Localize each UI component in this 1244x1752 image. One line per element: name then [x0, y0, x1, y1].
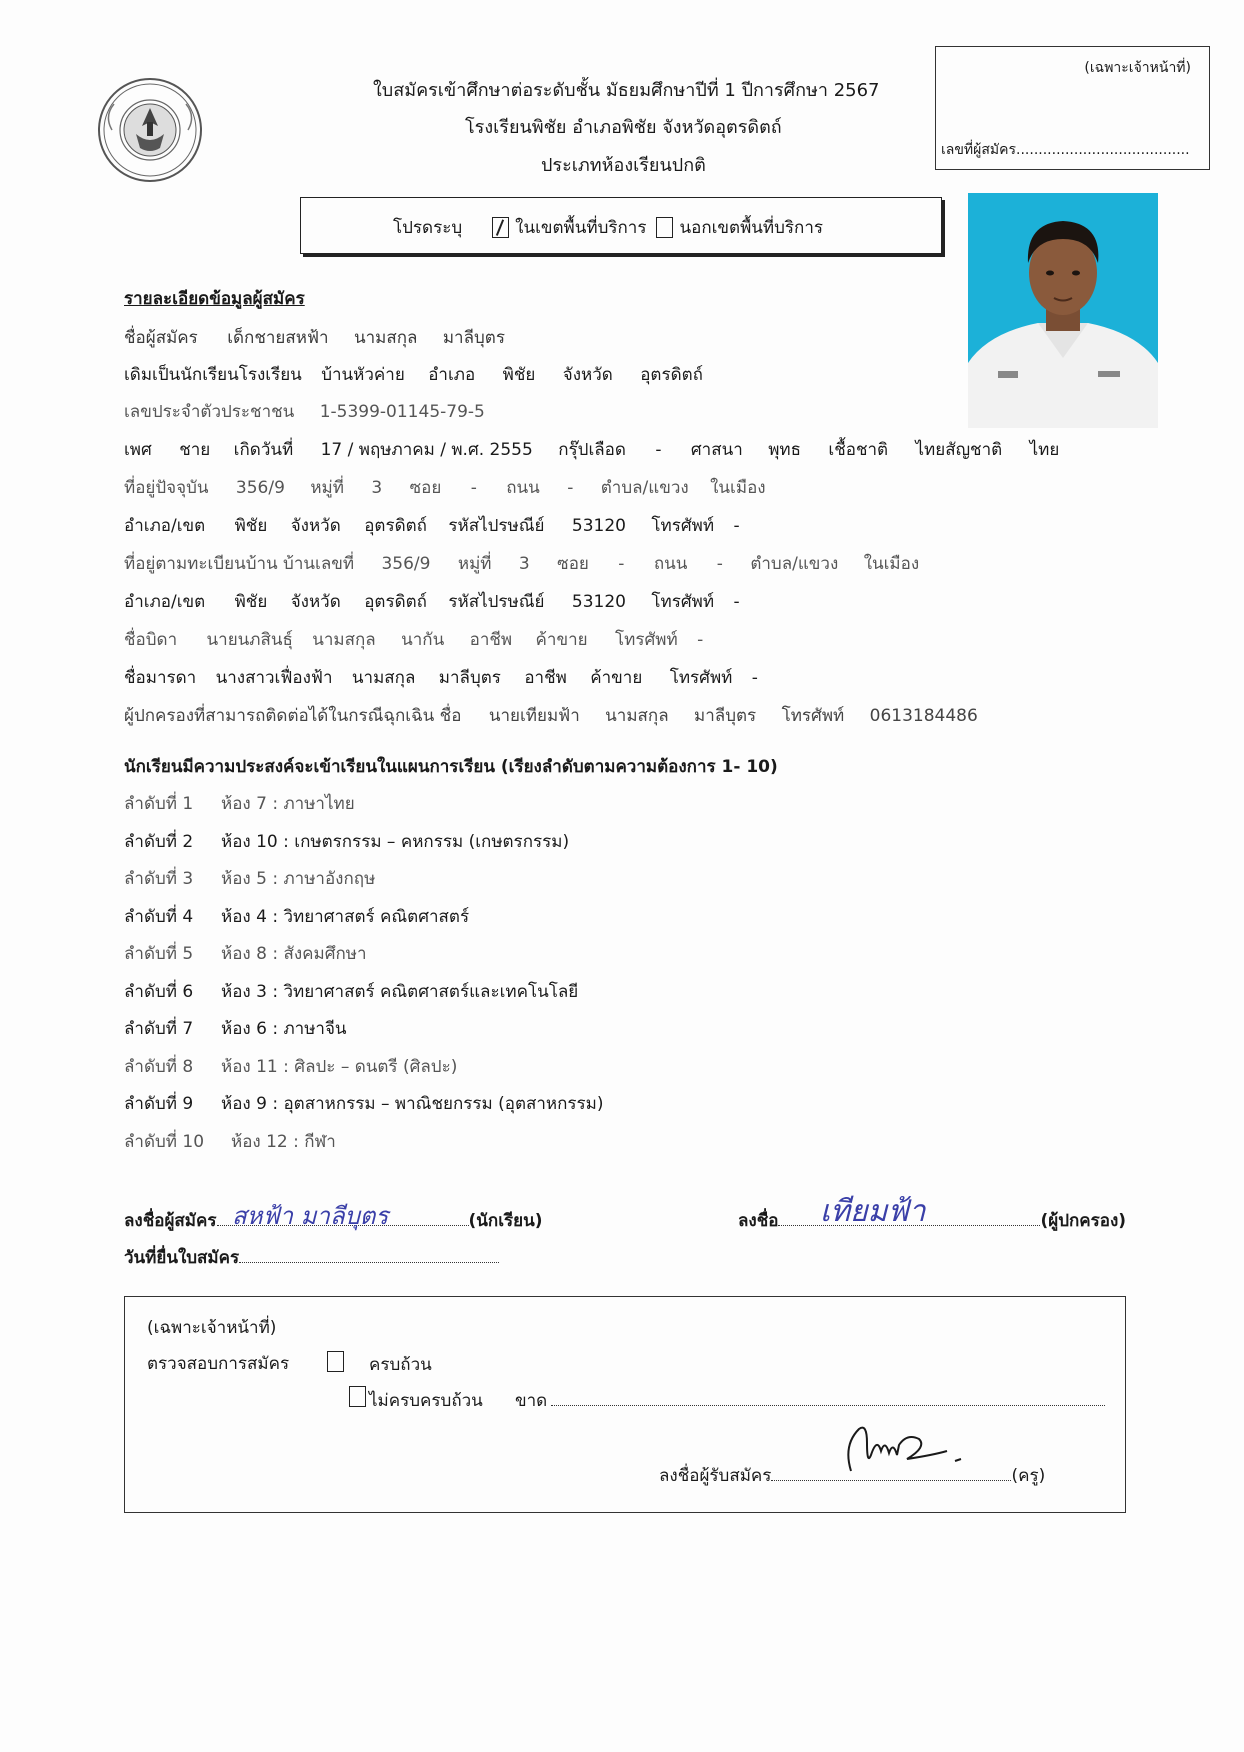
- registered-zip-label: รหัสไปรษณีย์: [448, 592, 545, 612]
- officer-verification-box: [124, 1296, 1126, 1513]
- school-name: โรงเรียนพิชัย อำเภอพิชัย จังหวัดอุตรดิตถ์: [465, 117, 782, 138]
- incomplete-checkbox[interactable]: [349, 1386, 366, 1407]
- preference-item: [124, 906, 604, 944]
- guardian-row: [124, 705, 978, 727]
- personal-row: [124, 439, 1059, 461]
- preference-rank: ลำดับที่ 10: [124, 1131, 205, 1152]
- dob-label: เกิดวันที่: [233, 440, 294, 460]
- current-subdistrict: ในเมือง: [710, 478, 766, 498]
- religion-value: พุทธ: [768, 440, 801, 460]
- in-area-label: ในเขตพื้นที่บริการ: [515, 218, 647, 238]
- preference-rank: ลำดับที่ 9: [124, 1094, 194, 1114]
- submission-date-line[interactable]: [239, 1248, 499, 1263]
- preference-item: [124, 868, 604, 906]
- preference-rank: ลำดับที่ 5: [124, 944, 194, 964]
- guardian-phone: 0613184486: [869, 706, 978, 726]
- registered-subdistrict: ในเมือง: [863, 554, 920, 574]
- current-subdistrict-label: ตำบล/แขวง: [600, 478, 689, 498]
- father-surname: นากัน: [401, 630, 445, 650]
- registered-subdistrict-label: ตำบล/แขวง: [750, 554, 839, 574]
- surname-value: มาลีบุตร: [442, 328, 505, 348]
- preference-item: [124, 943, 604, 981]
- guardian-label: ผู้ปกครองที่สามารถติดต่อได้ในกรณีฉุกเฉิน ชื่อ: [124, 706, 462, 726]
- registered-phone: -: [733, 592, 740, 612]
- verify-check-label: ตรวจสอบการสมัคร: [147, 1354, 290, 1374]
- race-value: ไทยสัญชาติ: [915, 440, 1003, 460]
- registered-province: อุตรดิตถ์: [364, 592, 427, 612]
- class-type: ประเภทห้องเรียนปกติ: [541, 155, 706, 176]
- district-label: อำเภอ: [428, 365, 476, 385]
- preference-rank: ลำดับที่ 2: [124, 831, 194, 852]
- guardian-surname-label: นามสกุล: [605, 706, 669, 726]
- current-district: พิชัย: [234, 516, 268, 536]
- father-job: ค้าขาย: [535, 630, 588, 650]
- registered-address-row2: [124, 591, 740, 613]
- current-phone-label: โทรศัพท์: [651, 516, 715, 536]
- registered-road: -: [716, 554, 723, 574]
- current-phone: -: [733, 516, 740, 536]
- preference-item: [124, 1131, 604, 1169]
- service-area-prompt: โปรดระบุ: [393, 218, 463, 238]
- id-row: [124, 401, 485, 423]
- father-phone-label: โทรศัพท์: [615, 630, 678, 650]
- preference-rank: ลำดับที่ 7: [124, 1019, 194, 1039]
- registered-phone-label: โทรศัพท์: [651, 592, 715, 612]
- applicant-name-row: [124, 327, 505, 349]
- registered-road-label: ถนน: [653, 554, 688, 574]
- current-soi-label: ซอย: [409, 478, 442, 498]
- current-address-row1: [124, 477, 766, 499]
- guardian-signature: เทียมฟ้า: [820, 1194, 926, 1229]
- school-seal-logo: [96, 76, 204, 184]
- current-zip-label: รหัสไปรษณีย์: [448, 516, 545, 536]
- current-address-label: ที่อยู่ปัจจุบัน: [124, 478, 209, 498]
- out-area-checkbox[interactable]: [656, 217, 673, 238]
- mother-job-label: อาชีพ: [524, 668, 567, 688]
- preference-rank: ลำดับที่ 3: [124, 869, 194, 889]
- mother-surname: มาลีบุตร: [438, 668, 501, 688]
- father-label: ชื่อบิดา: [124, 630, 178, 650]
- applicant-role: (นักเรียน): [468, 1211, 543, 1231]
- guardian-name: นายเทียมฟ้า: [488, 706, 580, 726]
- prev-school-value: บ้านหัวค่าย: [321, 365, 405, 385]
- current-soi: -: [470, 478, 477, 498]
- complete-label: ครบถ้วน: [369, 1355, 432, 1375]
- registered-soi-label: ซอย: [557, 554, 589, 574]
- father-surname-label: นามสกุล: [312, 630, 376, 650]
- missing-label: ขาด: [515, 1391, 548, 1411]
- applicant-signature-label: ลงชื่อผู้สมัคร: [124, 1211, 217, 1231]
- name-label: ชื่อผู้สมัคร: [124, 328, 198, 348]
- prev-school-row: [124, 364, 703, 386]
- receiver-role: (ครู): [1011, 1466, 1046, 1486]
- current-road: -: [567, 478, 574, 498]
- missing-line[interactable]: [551, 1391, 1105, 1406]
- submission-date-label: วันที่ยื่นใบสมัคร: [124, 1248, 240, 1268]
- preference-room: ห้อง 8 : สังคมศึกษา: [221, 944, 367, 964]
- registered-moo: 3: [518, 554, 530, 574]
- form-title: ใบสมัครเข้าศึกษาต่อระดับชั้น มัธยมศึกษาปีที่ 1 ปีการศึกษา 2567: [373, 80, 880, 101]
- preference-room: ห้อง 5 : ภาษาอังกฤษ: [221, 869, 376, 889]
- guardian-role: (ผู้ปกครอง): [1040, 1211, 1127, 1231]
- mother-job: ค้าขาย: [590, 668, 643, 688]
- current-road-label: ถนน: [506, 478, 540, 498]
- province-value: อุตรดิตถ์: [640, 365, 703, 385]
- mother-label: ชื่อมารดา: [124, 668, 197, 688]
- preference-rank: ลำดับที่ 8: [124, 1056, 194, 1077]
- mother-name: นางสาวเฟื่องฟ้า: [215, 668, 333, 688]
- in-area-checkbox[interactable]: [492, 217, 509, 238]
- nationality-value: ไทย: [1029, 440, 1060, 460]
- preference-room: ห้อง 3 : วิทยาศาสตร์ คณิตศาสตร์และเทคโนโลยี: [221, 981, 579, 1002]
- registered-province-label: จังหวัด: [290, 592, 341, 612]
- mother-phone: -: [751, 668, 758, 688]
- id-label: เลขประจำตัวประชาชน: [124, 402, 295, 422]
- preference-room: ห้อง 9 : อุตสาหกรรม – พาณิชยกรรม (อุตสาหกรรม): [221, 1094, 604, 1114]
- preference-item: [124, 831, 604, 869]
- registered-moo-label: หมู่ที่: [457, 554, 492, 574]
- father-job-label: อาชีพ: [469, 630, 513, 650]
- preference-rank: ลำดับที่ 4: [124, 906, 194, 927]
- current-house-no: 356/9: [235, 478, 285, 498]
- guardian-surname: มาลีบุตร: [694, 706, 757, 726]
- id-value: 1-5399-01145-79-5: [319, 402, 485, 422]
- receiver-signature: [837, 1415, 987, 1479]
- preferences-list: [124, 793, 604, 1168]
- preference-item: [124, 793, 604, 831]
- applicant-number-field[interactable]: เลขที่ผู้สมัคร.......................................: [941, 142, 1190, 158]
- preference-item: [124, 981, 604, 1019]
- registered-house-no: 356/9: [381, 554, 431, 574]
- current-district-label: อำเภอ/เขต: [124, 516, 206, 536]
- preference-room: ห้อง 12 : กีฬา: [231, 1131, 336, 1152]
- submission-date-row: [124, 1247, 499, 1269]
- registered-district-label: อำเภอ/เขต: [124, 592, 206, 612]
- guardian-phone-label: โทรศัพท์: [781, 706, 845, 726]
- blood-value: -: [655, 440, 662, 460]
- preference-room: ห้อง 6 : ภาษาจีน: [221, 1019, 347, 1039]
- preference-item: [124, 1018, 604, 1056]
- father-name: นายนภสินธุ์: [206, 630, 293, 650]
- missing-row: [515, 1390, 1105, 1412]
- registered-district: พิชัย: [234, 592, 268, 612]
- mother-surname-label: นามสกุล: [351, 668, 416, 688]
- registered-zip: 53120: [571, 592, 626, 612]
- blood-label: กรุ๊ปเลือด: [558, 440, 626, 460]
- preference-item: [124, 1093, 604, 1131]
- officer-use-box: [935, 46, 1210, 170]
- preference-rank: ลำดับที่ 1: [124, 794, 194, 814]
- preference-room: ห้อง 10 : เกษตรกรรม – คหกรรม (เกษตรกรรม): [221, 831, 570, 852]
- prev-school-label: เดิมเป็นนักเรียนโรงเรียน: [124, 365, 302, 385]
- receiver-label: ลงชื่อผู้รับสมัคร: [659, 1466, 772, 1486]
- section-title: รายละเอียดข้อมูลผู้สมัคร: [124, 289, 305, 309]
- current-zip: 53120: [571, 516, 626, 536]
- preference-rank: ลำดับที่ 6: [124, 981, 194, 1002]
- mother-row: [124, 667, 758, 689]
- mother-phone-label: โทรศัพท์: [669, 668, 733, 688]
- service-area-selector: [300, 197, 942, 254]
- father-phone: -: [697, 630, 704, 650]
- preference-item: [124, 1056, 604, 1094]
- father-row: [124, 629, 703, 651]
- out-area-label: นอกเขตพื้นที่บริการ: [679, 218, 824, 238]
- preferences-title: นักเรียนมีความประสงค์จะเข้าเรียนในแผนการเรียน (เรียงลำดับตามความต้องการ 1- 10): [124, 757, 778, 777]
- registered-soi: -: [618, 554, 625, 574]
- guardian-signature-label: ลงชื่อ: [738, 1211, 779, 1231]
- guardian-signature-row: [738, 1210, 1126, 1232]
- preference-room: ห้อง 11 : ศิลปะ – ดนตรี (ศิลปะ): [221, 1056, 458, 1077]
- current-province-label: จังหวัด: [290, 516, 341, 536]
- complete-checkbox[interactable]: [327, 1351, 344, 1372]
- preference-room: ห้อง 4 : วิทยาศาสตร์ คณิตศาสตร์: [221, 906, 470, 927]
- registered-address-label: ที่อยู่ตามทะเบียนบ้าน บ้านเลขที่: [124, 554, 355, 574]
- current-address-row2: [124, 515, 740, 537]
- current-province: อุตรดิตถ์: [364, 516, 427, 536]
- preference-room: ห้อง 7 : ภาษาไทย: [221, 794, 355, 814]
- race-label: เชื้อชาติ: [828, 440, 889, 460]
- current-moo-label: หมู่ที่: [310, 478, 344, 498]
- religion-label: ศาสนา: [690, 440, 743, 460]
- district-value: พิชัย: [502, 365, 536, 385]
- verify-title: (เฉพาะเจ้าหน้าที่): [147, 1318, 277, 1338]
- sex-label: เพศ: [124, 440, 152, 460]
- applicant-signature: สหฟ้า มาลีบุตร: [232, 1202, 389, 1230]
- dob-value: 17 / พฤษภาคม / พ.ศ. 2555: [320, 440, 533, 460]
- province-label: จังหวัด: [562, 365, 613, 385]
- surname-label: นามสกุล: [353, 328, 418, 348]
- sex-value: ชาย: [179, 440, 211, 460]
- name-value: เด็กชายสหฟ้า: [227, 328, 329, 348]
- applicant-photo: [968, 193, 1158, 428]
- registered-address-row1: [124, 553, 919, 575]
- current-moo: 3: [371, 478, 383, 498]
- incomplete-label: ไม่ครบครบถ้วน: [369, 1391, 483, 1411]
- officer-use-label: (เฉพาะเจ้าหน้าที่): [1084, 60, 1191, 76]
